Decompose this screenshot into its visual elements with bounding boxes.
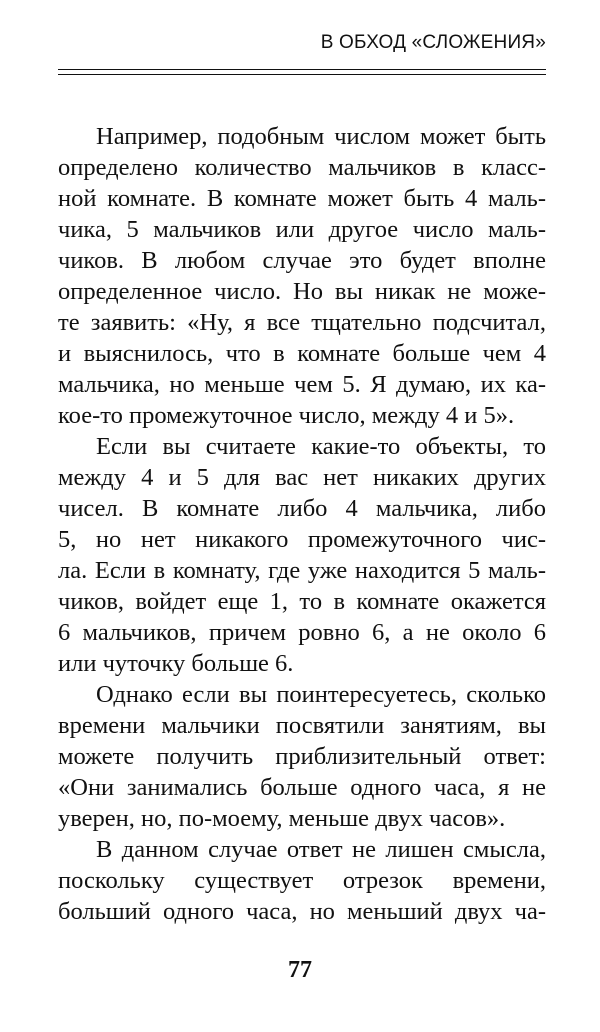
text-line: больший одного часа, но меньший двух ча- [58,898,546,925]
paragraph-3 [58,679,546,834]
text-line: В данном случае ответ не лишен смысла, [96,836,546,863]
text-line: Например, подобным числом может быть [96,123,546,150]
text-line: «Они занимались больше одного часа, я не [58,774,546,801]
text-line: уверен, но, по-моему, меньше двух часов». [58,805,506,832]
text-line: можете получить приблизительный ответ: [58,743,546,770]
header-rule-top [58,69,546,70]
running-header: В ОБХОД «СЛОЖЕНИЯ» [320,32,546,53]
text-line: чиков, войдет еще 1, то в комнате окажется [58,588,546,615]
text-line: те заявить: «Ну, я все тщательно подсчитал, [58,309,546,336]
text-line: Если вы считаете какие-то объекты, то [96,433,546,460]
text-line: чиков. В любом случае это будет вполне [58,247,546,274]
text-line: 5, но нет никакого промежуточного чис- [58,526,546,553]
text-line: чисел. В комнате либо 4 мальчика, либо [58,495,546,522]
paragraph-2 [58,431,546,679]
text-line: времени мальчики посвятили занятиям, вы [58,712,546,739]
text-line: и выяснилось, что в комнате больше чем 4 [58,340,546,367]
header-rule-bottom [58,74,546,75]
text-line: 6 мальчиков, причем ровно 6, а не около 6 [58,619,546,646]
body-text [58,121,546,927]
text-line: поскольку существует отрезок времени, [58,867,546,894]
paragraph-1 [58,121,546,431]
text-line: кое-то промежуточное число, между 4 и 5». [58,402,515,429]
text-line: мальчика, но меньше чем 5. Я думаю, их ка- [58,371,546,398]
text-line: между 4 и 5 для вас нет никаких других [58,464,546,491]
text-line: ла. Если в комнату, где уже находится 5 маль- [58,557,546,584]
text-line: определено количество мальчиков в класс- [58,154,546,181]
text-line: ной комнате. В комнате может быть 4 маль- [58,185,546,212]
paragraph-4 [58,834,546,927]
page-number: 77 [288,957,312,983]
text-line: чика, 5 мальчиков или другое число маль- [58,216,546,243]
text-line: Однако если вы поинтересуетесь, сколько [96,681,546,708]
text-line: определенное число. Но вы никак не може- [58,278,546,305]
text-line: или чуточку больше 6. [58,650,294,677]
